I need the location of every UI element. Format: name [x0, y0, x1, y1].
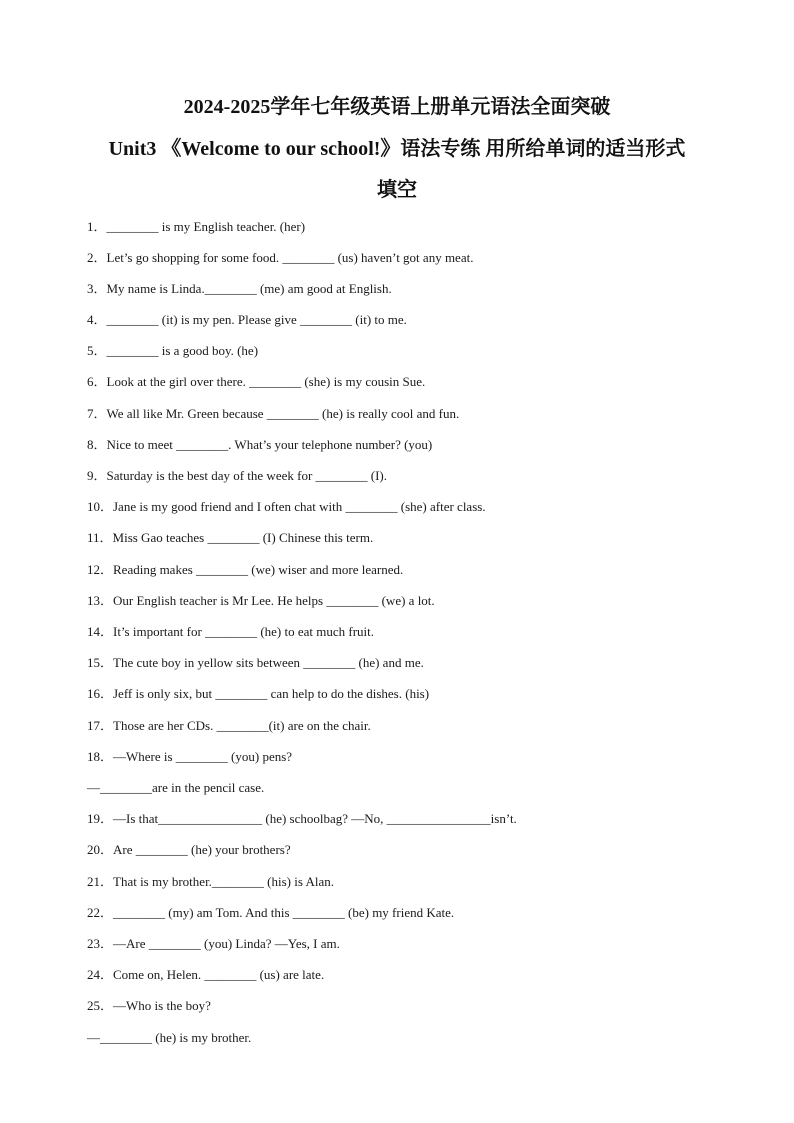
question-25: 25．—Who is the boy? — [87, 998, 211, 1013]
title-line-3: 填空 — [377, 179, 417, 201]
question-9: 9．Saturday is the best day of the week for ________ (I). — [87, 468, 388, 483]
question-6: 6．Look at the girl over there. ________ (she) is my cousin Sue. — [87, 374, 426, 389]
question-21: 21．That is my brother.________ (his) is Alan. — [87, 874, 334, 889]
question-5: 5．________ is a good boy. (he) — [87, 343, 259, 358]
question-25-reply: —________ (he) is my brother. — [87, 1030, 252, 1045]
question-13: 13．Our English teacher is Mr Lee. He helps ________ (we) a lot. — [87, 593, 435, 608]
question-24: 24．Come on, Helen. ________ (us) are late. — [87, 967, 325, 982]
question-2: 2．Let’s go shopping for some food. ________ (us) haven’t got any meat. — [87, 250, 474, 265]
question-4: 4．________ (it) is my pen. Please give ________ (it) to me. — [87, 312, 407, 327]
question-18-reply: —________are in the pencil case. — [87, 780, 265, 795]
question-7: 7．We all like Mr. Green because ________ (he) is really cool and fun. — [87, 406, 460, 421]
question-20: 20．Are ________ (he) your brothers? — [87, 842, 291, 857]
question-18: 18．—Where is ________ (you) pens? — [87, 749, 293, 764]
question-17: 17．Those are her CDs. ________(it) are on the chair. — [87, 718, 371, 733]
question-1: 1．________ is my English teacher. (her) — [87, 219, 306, 234]
question-10: 10．Jane is my good friend and I often chat with ________ (she) after class. — [87, 499, 486, 514]
question-19: 19．—Is that________________ (he) schoolbag? —No, ________________isn’t. — [87, 811, 517, 826]
question-16: 16．Jeff is only six, but ________ can help to do the dishes. (his) — [87, 686, 430, 701]
question-11: 11．Miss Gao teaches ________ (I) Chinese this term. — [87, 530, 374, 545]
question-12: 12．Reading makes ________ (we) wiser and more learned. — [87, 562, 404, 577]
question-8: 8．Nice to meet ________. What’s your telephone number? (you) — [87, 437, 433, 452]
title-line-1: 2024-2025学年七年级英语上册单元语法全面突破 — [183, 96, 611, 118]
question-23: 23．—Are ________ (you) Linda? —Yes, I am. — [87, 936, 340, 951]
question-22: 22．________ (my) am Tom. And this ________ (be) my friend Kate. — [87, 905, 455, 920]
title-line-2: Unit3 《Welcome to our school!》语法专练 用所给单词的适当形式 — [108, 138, 686, 160]
question-14: 14．It’s important for ________ (he) to eat much fruit. — [87, 624, 375, 639]
question-15: 15．The cute boy in yellow sits between ________ (he) and me. — [87, 655, 424, 670]
question-3: 3．My name is Linda.________ (me) am good at English. — [87, 281, 392, 296]
